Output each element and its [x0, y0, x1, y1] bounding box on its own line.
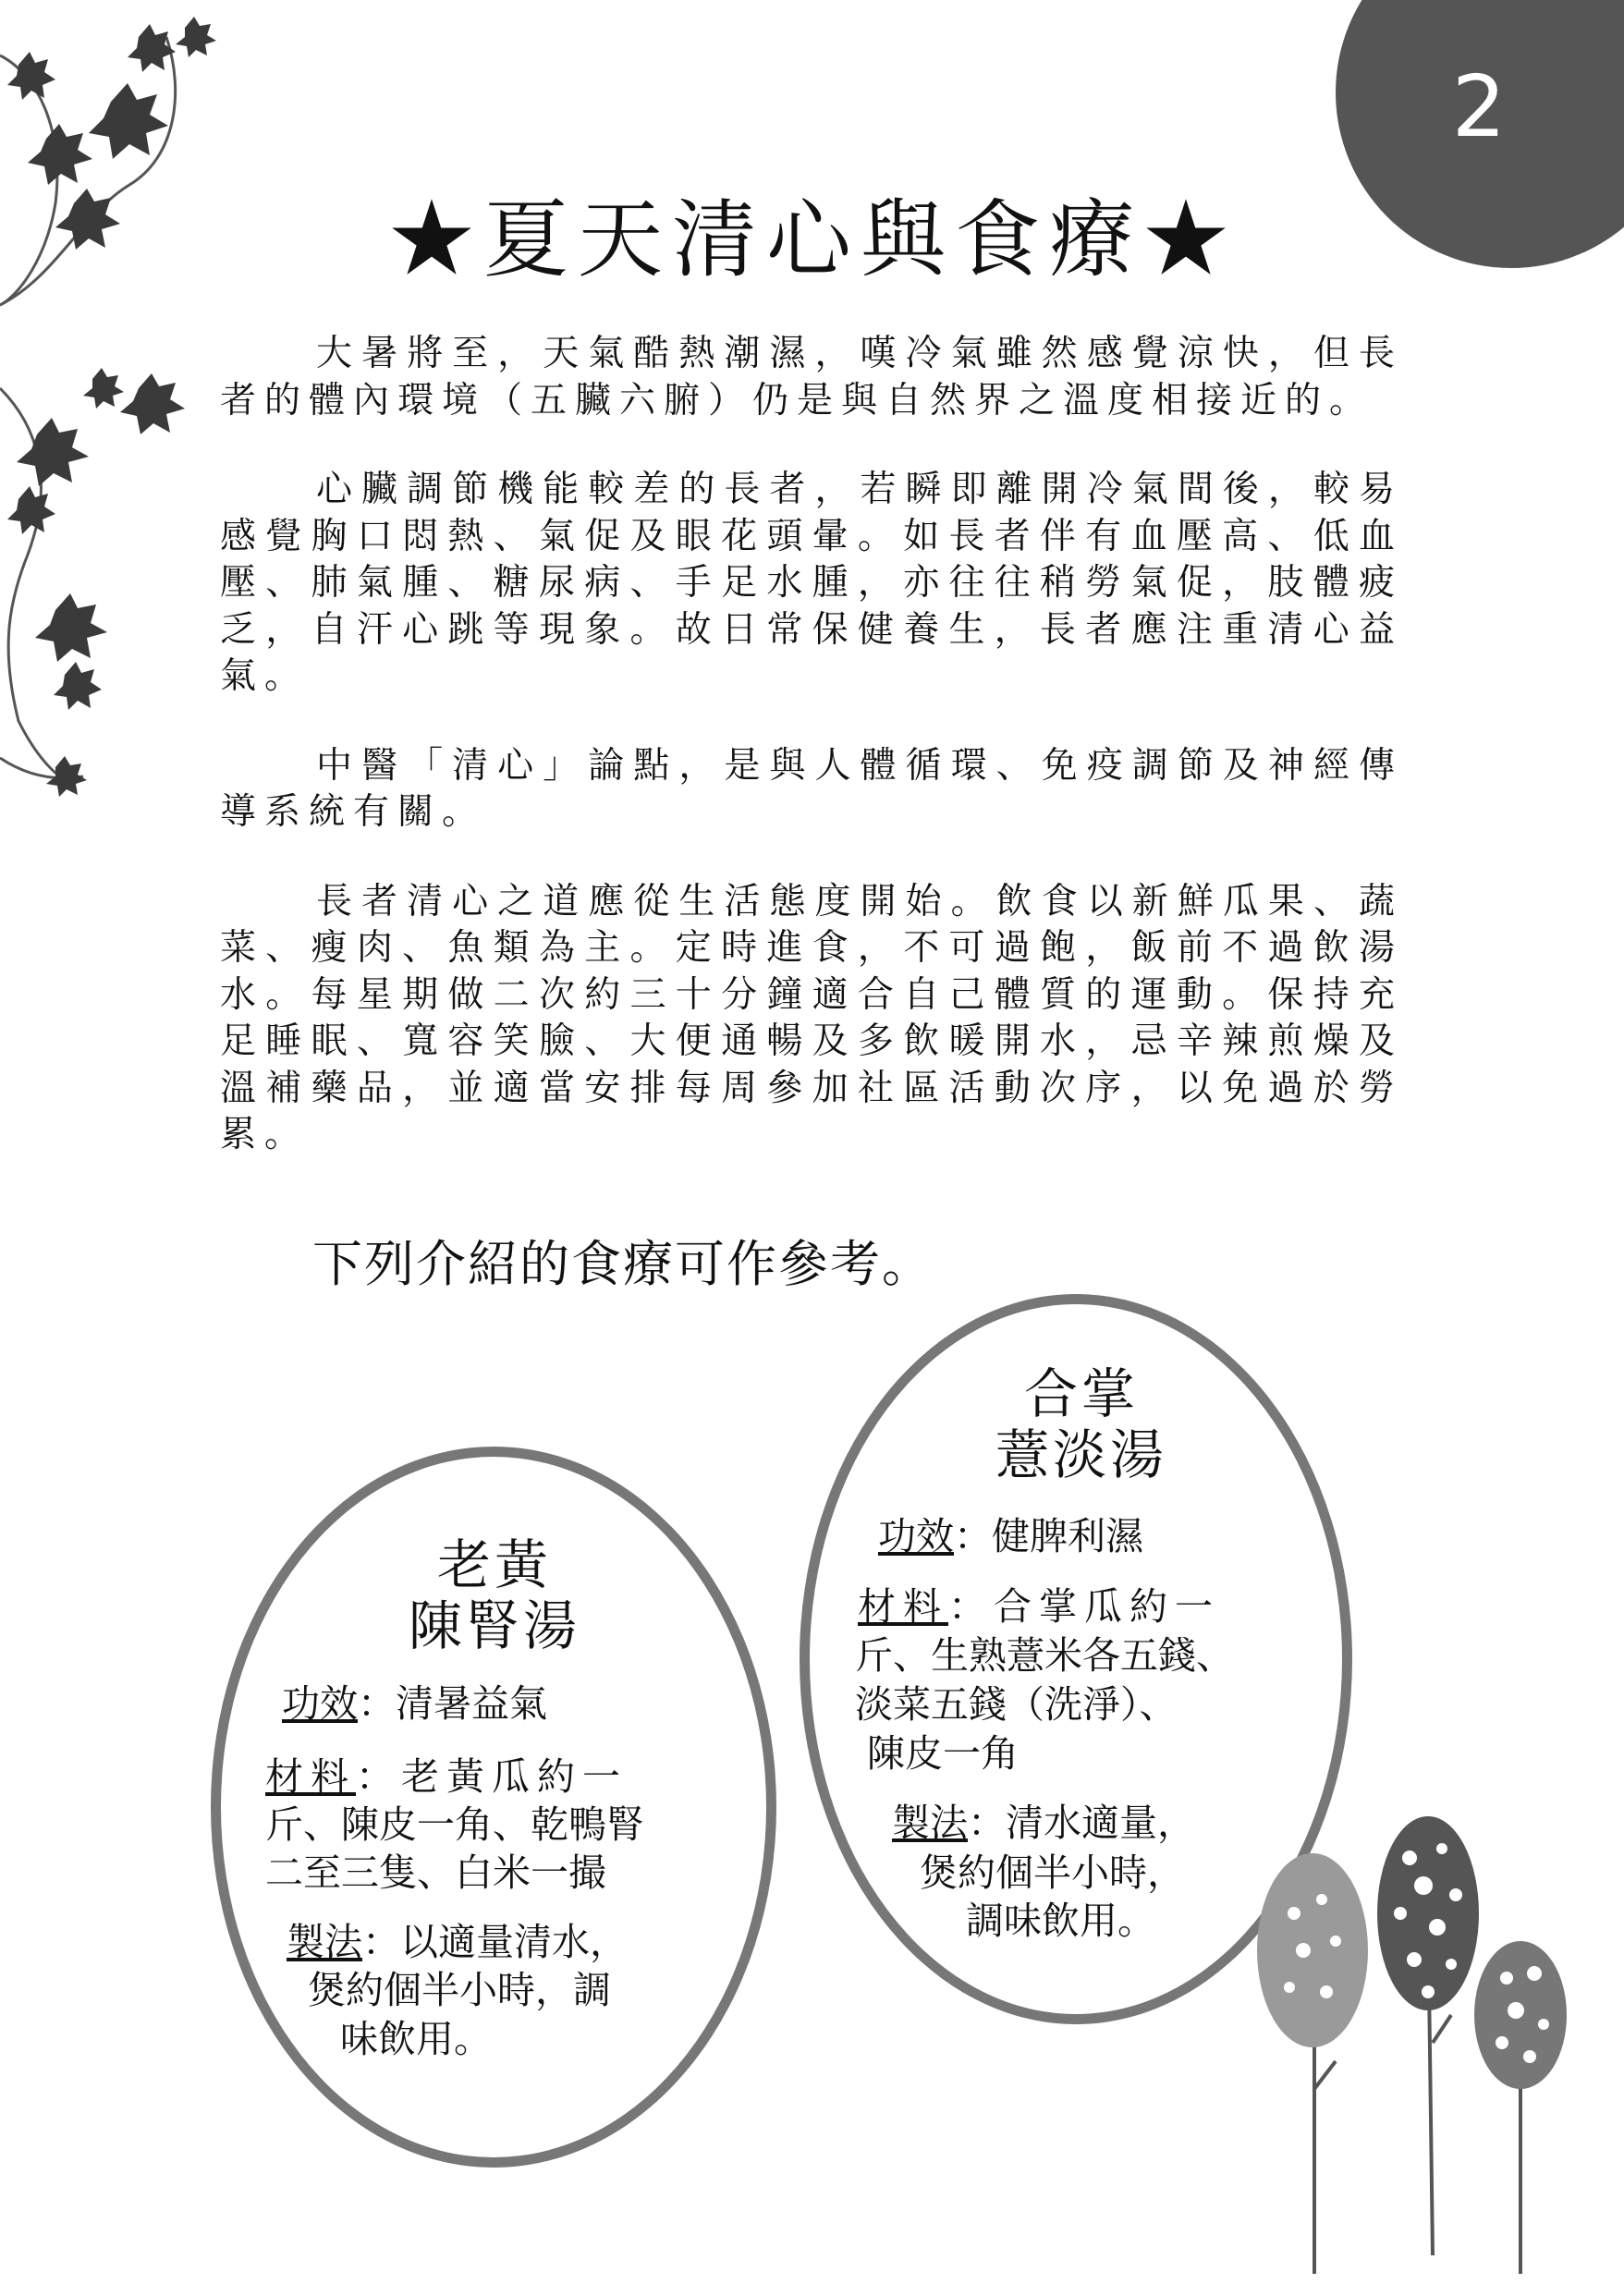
page-title: ★夏天清心與食療★	[388, 190, 1238, 289]
recipe-method-left	[287, 1918, 628, 1966]
recipe-title-line: 陳腎湯	[408, 1594, 580, 1657]
recipe-method-line-right: 煲約個半小時，	[920, 1850, 1185, 1895]
method-line: ：以適量清水，	[362, 1920, 628, 1964]
recipe-material-line-left: 二至三隻、白米一撮	[265, 1850, 606, 1895]
recipe-title-line: 合掌	[1023, 1362, 1139, 1425]
recipe-material-line-right: 淡菜五錢（洗淨）、	[855, 1682, 1178, 1727]
recipe-material-line-right: 斤、生熟薏米各五錢、	[855, 1633, 1234, 1678]
effect-label: 功效	[282, 1681, 358, 1726]
method-label: 製法	[287, 1920, 362, 1964]
recipe-method-line-left: 味飲用。	[340, 2017, 492, 2061]
paragraph: 中醫「清心」論點，是與人體循環、免疫調節及神經傳導系統有關。	[220, 744, 1403, 833]
recipe-title-left	[356, 1534, 633, 1656]
paragraph: 大暑將至，天氣酷熱潮濕，嘆冷氣雖然感覺涼快，但長者的體內環境（五臟六腑）仍是與自然界之溫度相接近的。	[220, 333, 1403, 421]
page-number: 2	[1451, 57, 1507, 156]
recipes-intro: 下列介紹的食療可作參考。	[312, 1235, 934, 1293]
material-line: ：合掌瓜約一	[948, 1584, 1220, 1629]
paragraph: 長者清心之道應從生活態度開始。飲食以新鮮瓜果、蔬菜、瘦肉、魚類為主。定時進食，不可過飽，飯前不過飲湯水。每星期做二次約三十分鐘適合自己體質的運動。保持充足睡眠、寬容笑臉、大便通暢及多飲暖開水，忌辛辣煎燥及溫補藥品，並適當安排每周參加社區活動次序，以免過於勞累。	[220, 880, 1403, 1155]
recipe-method-right	[892, 1799, 1195, 1847]
material-label: 材料	[858, 1584, 948, 1629]
recipe-method-line-right: 調味飲用。	[966, 1899, 1155, 1943]
method-line: ：清水適量，	[968, 1801, 1195, 1845]
method-label: 製法	[892, 1801, 968, 1845]
article-body	[220, 331, 1403, 1202]
trees-decoration	[1239, 1812, 1590, 2274]
effect-label: 功效	[878, 1514, 954, 1558]
recipe-material-line-left: 斤、陳皮一角、乾鴨腎	[265, 1802, 644, 1847]
recipe-title-right	[943, 1363, 1220, 1485]
effect-value: ：健脾利濕	[954, 1514, 1143, 1558]
recipe-effect-right	[878, 1512, 1143, 1560]
vine-decoration	[0, 0, 240, 813]
recipe-material-line-right: 陳皮一角	[867, 1731, 1019, 1776]
recipe-method-line-left: 煲約個半小時，調	[308, 1968, 611, 2012]
material-line: ：老黃瓜約一	[356, 1754, 628, 1799]
recipe-title-line: 薏淡湯	[995, 1423, 1167, 1486]
material-label: 材料	[265, 1754, 356, 1799]
recipe-effect-left	[282, 1679, 547, 1728]
recipe-title-line: 老黃	[436, 1533, 552, 1596]
effect-value: ：清暑益氣	[358, 1681, 547, 1726]
paragraph: 心臟調節機能較差的長者，若瞬即離開冷氣間後，較易感覺胸口悶熱、氣促及眼花頭暈。如長者伴有血壓高、低血壓、肺氣腫、糖尿病、手足水腫，亦往往稍勞氣促，肢體疲乏，自汗心跳等現象。故日常保健養生，長者應注重清心益氣。	[220, 469, 1403, 697]
recipe-material-left	[265, 1753, 628, 1801]
recipe-material-right	[858, 1582, 1220, 1631]
